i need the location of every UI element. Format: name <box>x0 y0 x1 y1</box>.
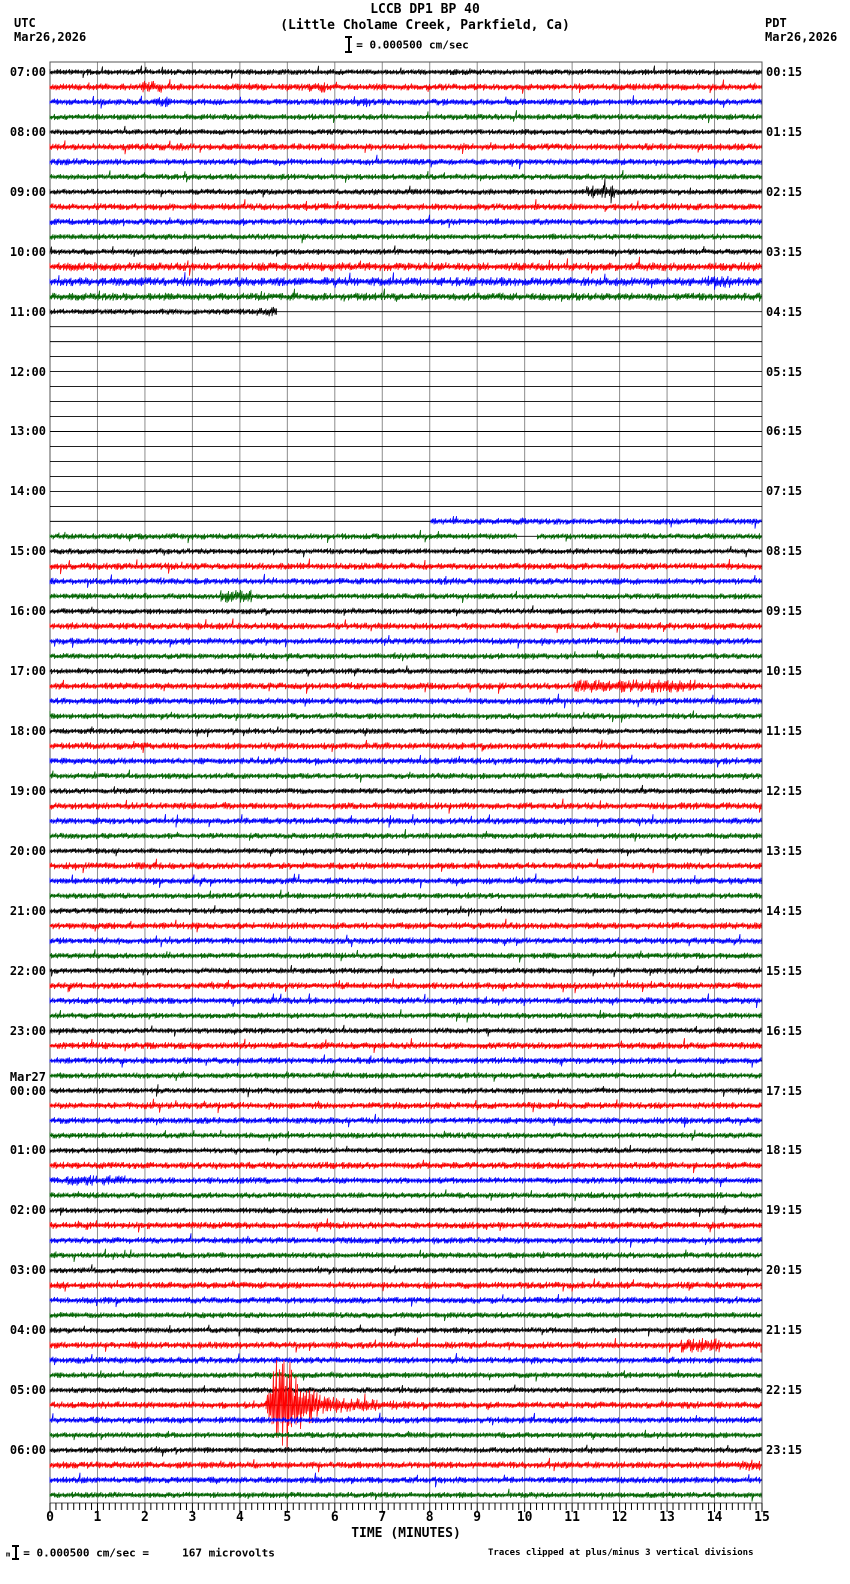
trace-row-7 <box>50 170 761 183</box>
utc-hour-label: 11:00 <box>9 304 46 319</box>
utc-hour-label: 21:00 <box>9 903 46 918</box>
trace-row-65 <box>50 1038 761 1053</box>
trace-row-3 <box>50 110 761 123</box>
pdt-hour-label: 22:15 <box>766 1383 803 1398</box>
pdt-hour-label: 19:15 <box>766 1203 803 1218</box>
x-tick-label: 10 <box>516 1510 533 1525</box>
utc-hour-label: 17:00 <box>9 664 46 679</box>
footer-scale-note <box>6 1545 275 1562</box>
utc-hour-label: 08:00 <box>9 124 46 139</box>
x-tick-label: 2 <box>141 1510 149 1525</box>
page-title: LCCB DP1 BP 40 <box>370 2 480 17</box>
x-tick-label: 11 <box>564 1510 580 1525</box>
pdt-hour-label: 20:15 <box>766 1263 803 1278</box>
trace-row-69 <box>50 1099 761 1113</box>
pdt-hour-label: 12:15 <box>766 783 803 798</box>
trace-row-9 <box>50 199 761 212</box>
x-tick-label: 5 <box>283 1510 292 1525</box>
trace-row-46 <box>50 755 761 768</box>
trace-row-72 <box>50 1145 761 1155</box>
trace-row-80 <box>50 1264 761 1275</box>
trace-row-39 <box>50 650 761 661</box>
pdt-hour-label: 08:15 <box>766 544 803 559</box>
trace-row-44 <box>50 727 761 738</box>
pdt-hour-label: 15:15 <box>766 963 803 978</box>
trace-row-0 <box>50 66 761 79</box>
trace-row-86 <box>50 1353 761 1365</box>
trace-row-13 <box>50 257 761 276</box>
trace-row-48 <box>50 785 761 794</box>
trace-row-61 <box>50 978 761 993</box>
trace-row-45 <box>50 740 761 753</box>
utc-hour-label: 20:00 <box>9 843 46 858</box>
trace-row-52 <box>50 848 761 857</box>
footer-clip-note: Traces clipped at plus/minus 3 vertical divisions <box>488 1548 754 1558</box>
trace-row-56 <box>50 905 761 916</box>
trace-row-37 <box>50 619 761 634</box>
trace-row-42 <box>50 694 761 709</box>
trace-row-30 <box>431 516 761 529</box>
trace-row-94 <box>50 1473 761 1488</box>
trace-row-81 <box>50 1278 761 1291</box>
trace-row-14 <box>50 272 761 290</box>
timezone-left: UTC <box>14 16 36 30</box>
scale-label: = 0.000500 cm/sec <box>356 38 469 52</box>
pdt-hour-label: 21:15 <box>766 1323 803 1338</box>
x-axis-title: TIME (MINUTES) <box>351 1526 461 1541</box>
utc-hour-label: 16:00 <box>9 604 46 619</box>
x-tick-label: 14 <box>706 1510 723 1525</box>
trace-row-43 <box>50 711 761 723</box>
pdt-hour-label: 06:15 <box>766 424 803 439</box>
trace-row-91 <box>50 1430 761 1440</box>
trace-row-51 <box>50 829 761 842</box>
trace-row-57 <box>50 919 761 933</box>
trace-row-16 <box>50 307 277 316</box>
pdt-hour-label: 16:15 <box>766 1023 803 1038</box>
trace-row-15 <box>50 289 761 302</box>
trace-row-32 <box>50 546 761 557</box>
trace-row-33 <box>50 559 761 575</box>
pdt-hour-label: 03:15 <box>766 244 803 259</box>
trace-row-88 <box>50 1385 761 1394</box>
pdt-hour-label: 17:15 <box>766 1083 803 1098</box>
trace-row-70 <box>50 1114 761 1128</box>
trace-row-71 <box>50 1130 761 1142</box>
trace-row-93 <box>50 1458 761 1472</box>
trace-row-41 <box>50 679 761 693</box>
scale-bar-icon-small <box>12 1545 19 1560</box>
utc-hour-label: 14:00 <box>9 484 46 499</box>
utc-hour-label: 04:00 <box>9 1323 46 1338</box>
trace-row-50 <box>50 814 761 828</box>
utc-hour-label: 10:00 <box>9 244 46 259</box>
trace-row-77 <box>50 1219 761 1233</box>
trace-row-75 <box>50 1189 761 1201</box>
trace-row-78 <box>50 1233 761 1247</box>
trace-row-83 <box>50 1312 761 1321</box>
pdt-hour-label: 18:15 <box>766 1143 803 1158</box>
trace-row-92 <box>50 1445 761 1457</box>
trace-row-10 <box>50 215 761 228</box>
pdt-hour-label: 05:15 <box>766 364 803 379</box>
utc-hour-label: 12:00 <box>9 364 46 379</box>
trace-row-58 <box>50 934 761 947</box>
utc-hour-label: 09:00 <box>9 184 46 199</box>
trace-row-68 <box>50 1084 761 1097</box>
utc-hour-label: 18:00 <box>9 724 46 739</box>
trace-row-36 <box>50 605 761 616</box>
pdt-hour-label: 11:15 <box>766 724 803 739</box>
trace-row-47 <box>50 770 761 783</box>
pdt-hour-label: 07:15 <box>766 484 803 499</box>
trace-row-12 <box>50 246 761 257</box>
trace-row-31 <box>50 530 761 543</box>
trace-row-8 <box>50 178 761 203</box>
trace-row-62 <box>50 994 761 1009</box>
trace-row-54 <box>50 874 761 889</box>
trace-row-2 <box>50 95 761 108</box>
trace-row-60 <box>50 965 761 977</box>
x-tick-label: 9 <box>473 1510 482 1525</box>
x-tick-label: 3 <box>188 1510 197 1525</box>
utc-hour-label: 15:00 <box>9 544 46 559</box>
utc-hour-label: 13:00 <box>9 424 46 439</box>
trace-row-87 <box>50 1370 761 1382</box>
date-break-label: Mar27 <box>9 1069 46 1084</box>
trace-row-90 <box>50 1413 761 1426</box>
x-tick-label: 1 <box>93 1510 102 1525</box>
utc-hour-label: 06:00 <box>9 1443 46 1458</box>
pdt-hour-label: 10:15 <box>766 664 803 679</box>
trace-row-35 <box>50 590 761 603</box>
trace-row-85 <box>50 1338 761 1353</box>
pdt-hour-label: 04:15 <box>766 304 803 319</box>
footer-scale-text: = 0.000500 cm/sec = 167 microvolts <box>23 1546 275 1560</box>
trace-row-49 <box>50 799 761 814</box>
trace-row-40 <box>50 666 761 677</box>
timezone-right: PDT <box>765 16 787 30</box>
x-tick-label: 0 <box>46 1510 54 1525</box>
pdt-hour-label: 13:15 <box>766 843 803 858</box>
trace-row-82 <box>50 1294 761 1307</box>
x-tick-label: 12 <box>611 1510 628 1525</box>
pdt-hour-label: 01:15 <box>766 124 803 139</box>
trace-row-6 <box>50 155 761 169</box>
x-tick-label: 15 <box>754 1510 770 1525</box>
trace-row-55 <box>50 890 761 900</box>
x-tick-label: 13 <box>659 1510 675 1525</box>
trace-row-34 <box>50 574 761 588</box>
trace-row-79 <box>50 1249 761 1262</box>
utc-hour-label: 05:00 <box>9 1383 46 1398</box>
x-tick-label: 6 <box>330 1510 339 1525</box>
trace-row-38 <box>50 635 761 649</box>
utc-hour-label: 02:00 <box>9 1203 46 1218</box>
trace-row-95 <box>50 1489 761 1502</box>
utc-hour-label: 07:00 <box>9 65 46 79</box>
trace-row-67 <box>50 1069 761 1081</box>
x-tick-label: 7 <box>378 1510 387 1525</box>
trace-row-53 <box>50 859 761 873</box>
trace-row-11 <box>50 234 761 244</box>
pdt-hour-label: 23:15 <box>766 1443 803 1458</box>
scale-prefix: m <box>6 1550 11 1559</box>
pdt-hour-label: 00:15 <box>766 65 803 79</box>
trace-row-63 <box>50 1009 761 1022</box>
utc-hour-label: 22:00 <box>9 963 46 978</box>
x-tick-label: 8 <box>425 1510 434 1525</box>
page-subtitle: (Little Cholame Creek, Parkfield, Ca) <box>280 18 570 33</box>
utc-hour-label: 03:00 <box>9 1263 46 1278</box>
trace-row-73 <box>50 1160 761 1173</box>
pdt-hour-label: 09:15 <box>766 604 803 619</box>
trace-row-76 <box>50 1206 761 1217</box>
utc-hour-label: 23:00 <box>9 1023 46 1038</box>
date-right: Mar26,2026 <box>765 30 838 44</box>
trace-row-5 <box>50 140 761 154</box>
trace-row-59 <box>50 949 761 962</box>
trace-row-64 <box>50 1025 761 1037</box>
trace-row-4 <box>50 126 761 135</box>
trace-row-84 <box>50 1325 761 1337</box>
x-tick-label: 4 <box>235 1510 244 1525</box>
utc-hour-label: 00:00 <box>9 1083 46 1098</box>
pdt-hour-label: 14:15 <box>766 903 803 918</box>
trace-row-66 <box>50 1055 761 1068</box>
date-left: Mar26,2026 <box>14 30 87 44</box>
trace-row-1 <box>50 79 761 94</box>
pdt-hour-label: 02:15 <box>766 184 803 199</box>
utc-hour-label: 01:00 <box>9 1143 46 1158</box>
utc-hour-label: 19:00 <box>9 783 46 798</box>
trace-row-74 <box>50 1175 761 1187</box>
